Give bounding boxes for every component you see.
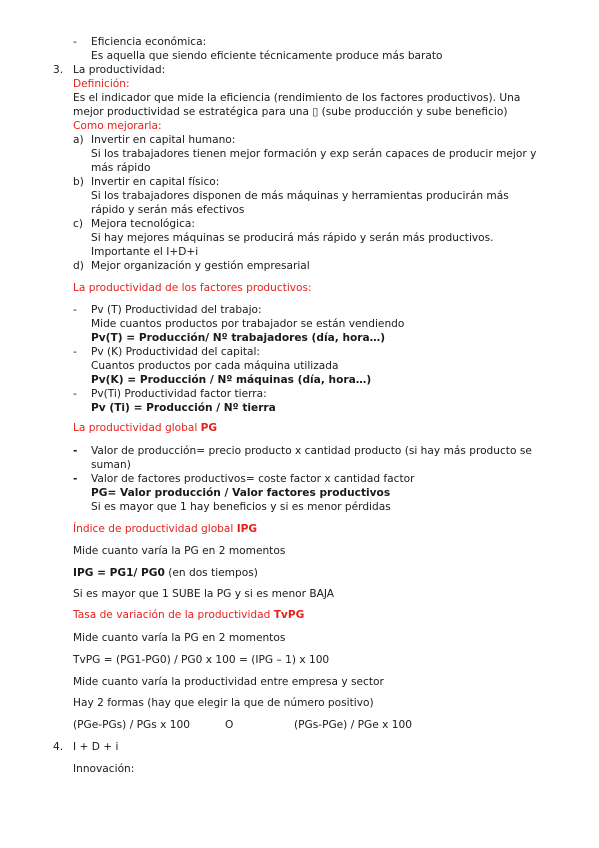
factor-formula: Pv(T) = Producción/ Nº trabajadores (día, hora…) [91,332,386,344]
global-heading [73,422,217,435]
list-marker: b) [73,176,84,188]
list-marker: d) [73,260,84,272]
factor-title: Pv(Ti) Productividad factor tierra: [91,388,267,400]
bullet-marker: - [73,346,77,358]
indice-heading-text: Índice de productividad global [73,523,237,535]
list-marker: a) [73,134,84,146]
section-number: 3. [53,64,64,76]
factor-desc: Cuantos productos por cada máquina utilizada [91,360,339,372]
factor-title: Pv (K) Productividad del capital: [91,346,260,358]
list-item-desc: Si hay mejores máquinas se producirá más rápido y serán más productivos. [91,232,494,244]
definicion-label: Definición: [73,78,130,90]
bullet-marker: - [73,445,78,457]
tasa-heading-abbr: TvPG [273,609,305,621]
global-item-line: Valor de producción= precio producto x cantidad producto (si hay más producto se [91,445,532,457]
mejorar-label: Como mejorarla: [73,120,162,132]
factor-formula: Pv(K) = Producción / Nº máquinas (día, hora…) [91,374,372,386]
section-number: 4. [53,741,64,753]
list-item-desc: más rápido [91,162,151,174]
global-item-line: Si es mayor que 1 hay beneficios y si es menor pérdidas [91,501,391,513]
indice-formula [73,567,258,580]
factor-formula: Pv (Ti) = Producción / Nº tierra [91,402,276,414]
tasa-heading [73,609,304,622]
indice-formula-bold: IPG = PG1/ PG0 [73,567,165,579]
tasa-forma-1: (PGe-PGs) / PGs x 100 [73,719,190,731]
idi-title: I + D + i [73,741,119,753]
global-item-line: suman) [91,459,131,471]
tasa-formas: Hay 2 formas (hay que elegir la que de número positivo) [73,697,374,709]
definicion-line: Es el indicador que mide la eficiencia (rendimiento de los factores productivos). Una [73,92,521,104]
global-item-line: Valor de factores productivos= coste factor x cantidad factor [91,473,415,485]
innovacion-label: Innovación: [73,763,135,775]
list-item-desc: Si los trabajadores disponen de más máquinas y herramientas producirán más [91,190,509,202]
list-item-desc: Importante el I+D+i [91,246,199,258]
global-formula: PG= Valor producción / Valor factores productivos [91,487,391,499]
list-item-title: Invertir en capital humano: [91,134,236,146]
bullet-marker: - [73,388,77,400]
factor-title: Pv (T) Productividad del trabajo: [91,304,262,316]
bullet-marker: - [73,304,77,316]
tasa-heading-text: Tasa de variación de la productividad [73,609,274,621]
bullet-marker: - [73,473,78,485]
indice-heading-abbr: IPG [236,523,258,535]
indice-desc: Mide cuanto varía la PG en 2 momentos [73,545,286,557]
global-heading-text: La productividad global [73,422,201,434]
tasa-desc2: Mide cuanto varía la productividad entre empresa y sector [73,676,384,688]
list-item-desc: Si los trabajadores tienen mejor formación y exp serán capaces de producir mejor y [91,148,537,160]
indice-heading [73,523,257,536]
tasa-forma-2: (PGs-PGe) / PGe x 100 [294,719,412,731]
bullet-marker: - [73,36,77,48]
eficiencia-desc: Es aquella que siendo eficiente técnicamente produce más barato [91,50,443,62]
tasa-forma-o: O [225,719,234,731]
list-item-title: Mejora tecnológica: [91,218,195,230]
eficiencia-title: Eficiencia económica: [91,36,207,48]
factor-desc: Mide cuantos productos por trabajador se están vendiendo [91,318,405,330]
productividad-title: La productividad: [73,64,166,76]
tasa-desc: Mide cuanto varía la PG en 2 momentos [73,632,286,644]
global-heading-abbr: PG [200,422,218,434]
indice-rule: Si es mayor que 1 SUBE la PG y si es menor BAJA [73,588,335,600]
list-item-desc: rápido y serán más efectivos [91,204,245,216]
factores-heading: La productividad de los factores productivos: [73,282,312,294]
indice-formula-note: (en dos tiempos) [164,567,258,579]
list-marker: c) [73,218,83,230]
list-item-title: Mejor organización y gestión empresarial [91,260,310,272]
definicion-line: mejor productividad se estratégica para una ▯ (sube producción y sube beneficio) [73,106,508,118]
tasa-formula: TvPG = (PG1-PG0) / PG0 x 100 = (IPG – 1) x 100 [73,654,330,666]
list-item-title: Invertir en capital físico: [91,176,220,188]
